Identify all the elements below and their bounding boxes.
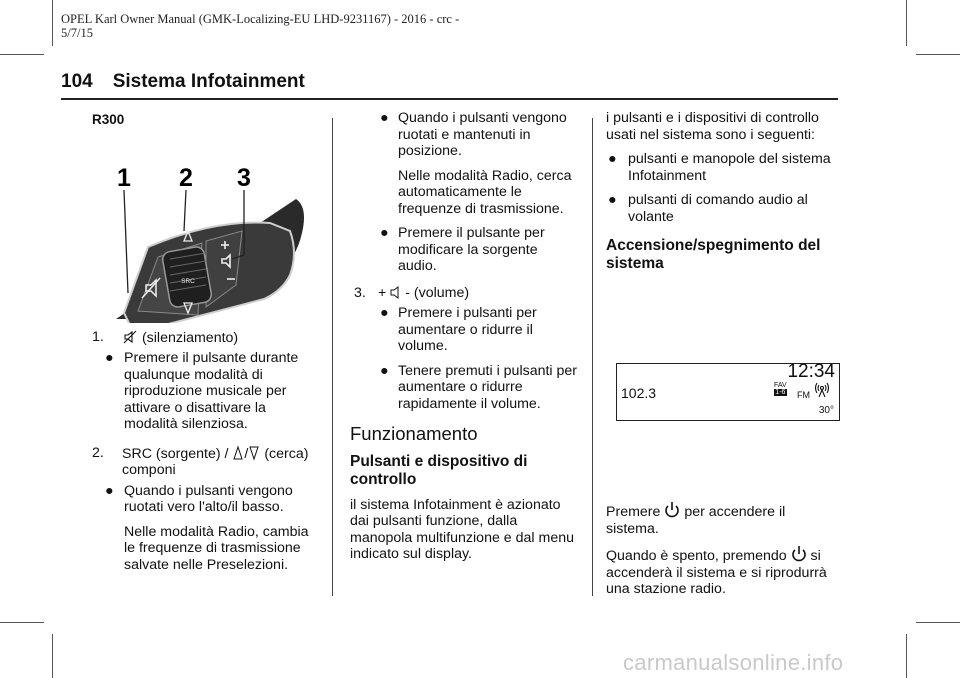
display-fav	[774, 382, 787, 396]
manual-header-line1: OPEL Karl Owner Manual (GMK-Localizing-EU LHD-9231167) - 2016 - crc -	[61, 12, 460, 26]
list-item	[350, 305, 578, 355]
text: si accenderà il sistema e si riprodurrà una stazione radio.	[606, 548, 827, 597]
watermark: carmanualsonline.info	[623, 650, 844, 675]
page-number: 104	[61, 71, 93, 92]
crop-mark	[0, 54, 44, 55]
callout-1: 1	[117, 163, 131, 192]
list-item	[606, 151, 838, 184]
bullet-text: pulsanti e manopole del sistema Infotainment	[628, 151, 831, 184]
display-band: FM	[797, 390, 810, 400]
bullet: ●	[380, 305, 389, 321]
column-1	[92, 112, 322, 581]
preset-label: 1-6	[775, 389, 786, 396]
text: Quando è spento, premendo	[606, 548, 787, 564]
item-label: (cerca) componi	[122, 445, 309, 478]
callout-3: 3	[237, 163, 251, 192]
list-item	[350, 110, 578, 160]
column-2	[350, 110, 578, 571]
bullet-text: Quando i pulsanti vengono ruotati e mantenuti in posizione.	[398, 110, 567, 159]
bullet: ●	[380, 110, 389, 126]
paragraph: i pulsanti e i dispositivi di controllo usati nel sistema sono i seguenti:	[606, 110, 819, 143]
text: per accendere il sistema.	[606, 504, 786, 537]
radio-display-figure	[616, 363, 840, 421]
column-3	[606, 110, 838, 606]
bullet: ●	[105, 482, 114, 499]
page-title	[61, 71, 305, 93]
steering-controls-figure	[94, 135, 314, 323]
figure-label: R300	[92, 112, 125, 127]
list-item	[92, 483, 322, 516]
bullet-text: Premere i pulsanti per aumentare o ridurre il volume.	[398, 305, 537, 354]
item-label: SRC (sorgente) /	[122, 445, 229, 462]
subsection-heading: Pulsanti e dispositivo di controllo	[350, 452, 528, 488]
bullet-text: Premere il pulsante durante qualunque modalità di riproduzione musicale per attivare o disattivare la modalità silenziosa.	[124, 350, 299, 432]
paragraph	[606, 545, 838, 598]
list-item	[92, 329, 322, 347]
display-frequency: 102.3	[621, 385, 657, 401]
column-divider	[592, 118, 593, 596]
column-divider	[332, 118, 333, 596]
manual-header-line2: 5/7/15	[61, 26, 93, 40]
item-number: 3.	[354, 284, 366, 301]
bullet: ●	[608, 192, 617, 208]
display-time: 12:34	[787, 361, 835, 382]
paragraph: Nelle modalità Radio, cambia le frequenze di trasmissione salvate nelle Preselezioni.	[124, 523, 309, 573]
section-heading: Funzionamento	[350, 423, 478, 444]
callout-2: 2	[179, 163, 193, 192]
power-icon	[791, 545, 807, 563]
item-label: - (volume)	[405, 284, 470, 301]
list-item	[350, 285, 578, 302]
item-label: (silenziamento)	[141, 329, 239, 346]
bullet: ●	[105, 350, 114, 366]
subsection-heading: Accensione/spegnimento del sistema	[606, 237, 821, 272]
plus-sign: +	[378, 284, 387, 301]
list-item	[350, 363, 578, 413]
signal-icon	[815, 382, 829, 398]
list-item	[350, 225, 578, 275]
bullet-text: Quando i pulsanti vengono ruotati vero l'alto/il basso.	[124, 482, 293, 515]
title-rule	[61, 98, 838, 100]
display-temp: 30°	[818, 405, 834, 416]
crop-mark	[906, 0, 907, 46]
paragraph	[606, 501, 838, 537]
crop-mark	[916, 54, 960, 55]
item-number: 2.	[92, 444, 104, 461]
bullet: ●	[380, 362, 389, 379]
seek-down-icon	[248, 445, 260, 461]
crop-mark	[0, 622, 44, 623]
crop-mark	[52, 0, 53, 46]
bullet-text: pulsanti di comando audio al volante	[628, 192, 808, 225]
paragraph: il sistema Infotainment è azionato dai pulsanti funzione, dalla manopola multifunzione e dal menu indicato sul display.	[350, 496, 574, 562]
mute-icon	[122, 329, 138, 345]
src-label: SRC	[181, 277, 195, 285]
volume-speaker-icon	[390, 285, 401, 300]
item-number: 1.	[92, 328, 104, 345]
crop-mark	[906, 634, 907, 678]
fav-label: FAV	[774, 382, 787, 389]
list-item	[92, 445, 322, 479]
crop-mark	[916, 622, 960, 623]
text: Premere	[606, 504, 661, 520]
seek-up-icon	[232, 445, 244, 461]
section-title: Sistema Infotainment	[112, 71, 305, 92]
manual-header	[61, 12, 459, 40]
bullet: ●	[380, 225, 389, 241]
bullet-text: Premere il pulsante per modificare la sorgente audio.	[398, 225, 545, 274]
list-item	[92, 350, 322, 433]
list-item	[606, 192, 838, 225]
bullet-text: Tenere premuti i pulsanti per aumentare o ridurre rapidamente il volume.	[398, 362, 578, 412]
bullet: ●	[608, 151, 617, 167]
paragraph: Nelle modalità Radio, cerca automaticamente le frequenze di trasmissione.	[398, 167, 572, 217]
crop-mark	[52, 634, 53, 678]
power-icon	[664, 501, 680, 519]
slash: /	[244, 445, 249, 462]
